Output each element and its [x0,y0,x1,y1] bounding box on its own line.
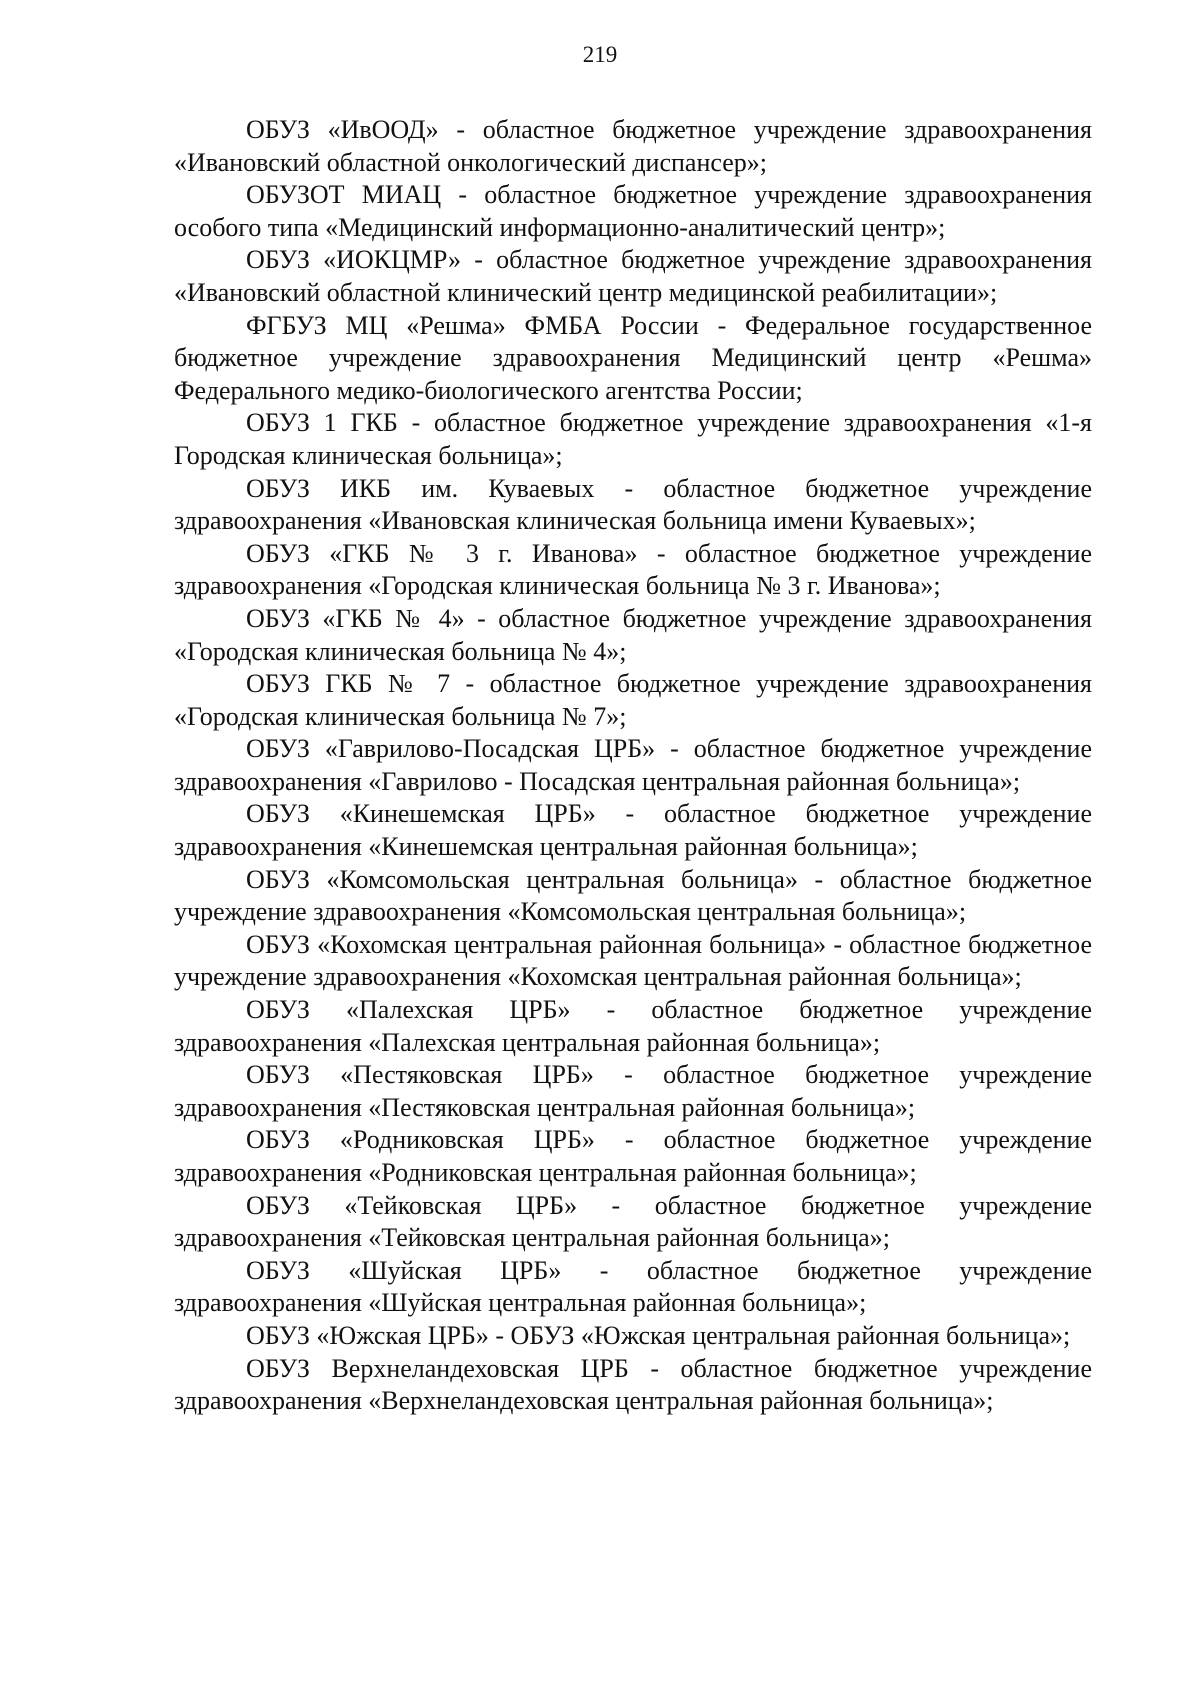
abbreviation-entry: ОБУЗ «Кохомская центральная районная больница» - областное бюджетное учреждение здравоохранения «Кохомская центральная районная больница»; [174,929,1092,992]
abbreviation-entry: ФГБУЗ МЦ «Решма» ФМБА России - Федеральное государственное бюджетное учреждение здравоохранения Медицинский центр «Решма» Федерального медико-биологического агентства России; [174,310,1092,405]
abbreviation-entry: ОБУЗ «Шуйская ЦРБ» - областное бюджетное учреждение здравоохранения «Шуйская центральная районная больница»; [174,1255,1092,1318]
abbreviation-entry: ОБУЗ «ГКБ № 3 г. Иванова» - областное бюджетное учреждение здравоохранения «Городская клиническая больница № 3 г. Иванова»; [174,538,1092,601]
abbreviation-entry: ОБУЗ «ИОКЦМР» - областное бюджетное учреждение здравоохранения «Ивановский областной клинический центр медицинской реабилитации»; [174,245,1092,307]
abbreviation-entry: ОБУЗ «Палехская ЦРБ» - областное бюджетное учреждение здравоохранения «Палехская центральная районная больница»; [174,995,1092,1057]
abbreviation-entry: ОБУЗ «ГКБ № 4» - областное бюджетное учреждение здравоохранения «Городская клиническая больница № 4»; [174,603,1092,666]
abbreviation-entry: ОБУЗ «Южская ЦРБ» - ОБУЗ «Южская центральная районная больница»; [246,1320,1071,1350]
abbreviation-entry: ОБУЗОТ МИАЦ - областное бюджетное учреждение здравоохранения особого типа «Медицинский информационно-аналитический центр»; [174,180,1092,242]
abbreviation-entry: ОБУЗ «Родниковская ЦРБ» - областное бюджетное учреждение здравоохранения «Родниковская центральная районная больница»; [174,1125,1092,1187]
abbreviation-entry: ОБУЗ Верхнеландеховская ЦРБ - областное бюджетное учреждение здравоохранения «Верхнеландеховская центральная районная больница»; [174,1353,1092,1416]
abbreviation-entry: ОБУЗ ГКБ № 7 - областное бюджетное учреждение здравоохранения «Городская клиническая больница № 7»; [174,669,1092,731]
abbreviation-list [174,114,1092,1418]
abbreviation-entry: ОБУЗ «Гаврилово-Посадская ЦРБ» - областное бюджетное учреждение здравоохранения «Гаврилово - Посадская центральная районная больница»; [174,734,1092,796]
abbreviation-entry: ОБУЗ ИКБ им. Куваевых - областное бюджетное учреждение здравоохранения «Ивановская клиническая больница имени Куваевых»; [174,473,1092,536]
abbreviation-entry: ОБУЗ «Пестяковская ЦРБ» - областное бюджетное учреждение здравоохранения «Пестяковская центральная районная больница»; [174,1060,1092,1122]
abbreviation-entry: ОБУЗ «Кинешемская ЦРБ» - областное бюджетное учреждение здравоохранения «Кинешемская центральная районная больница»; [174,799,1092,862]
abbreviation-entry: ОБУЗ «ИвООД» - областное бюджетное учреждение здравоохранения «Ивановский областной онкологический диспансер»; [174,115,1092,177]
abbreviation-entry: ОБУЗ «Тейковская ЦРБ» - областное бюджетное учреждение здравоохранения «Тейковская центральная районная больница»; [174,1190,1092,1253]
abbreviation-entry: ОБУЗ «Комсомольская центральная больница» - областное бюджетное учреждение здравоохранения «Комсомольская центральная больница»; [174,864,1092,927]
abbreviation-entry: ОБУЗ 1 ГКБ - областное бюджетное учреждение здравоохранения «1-я Городская клиническая больница»; [174,408,1092,470]
page-number: 219 [582,42,618,67]
